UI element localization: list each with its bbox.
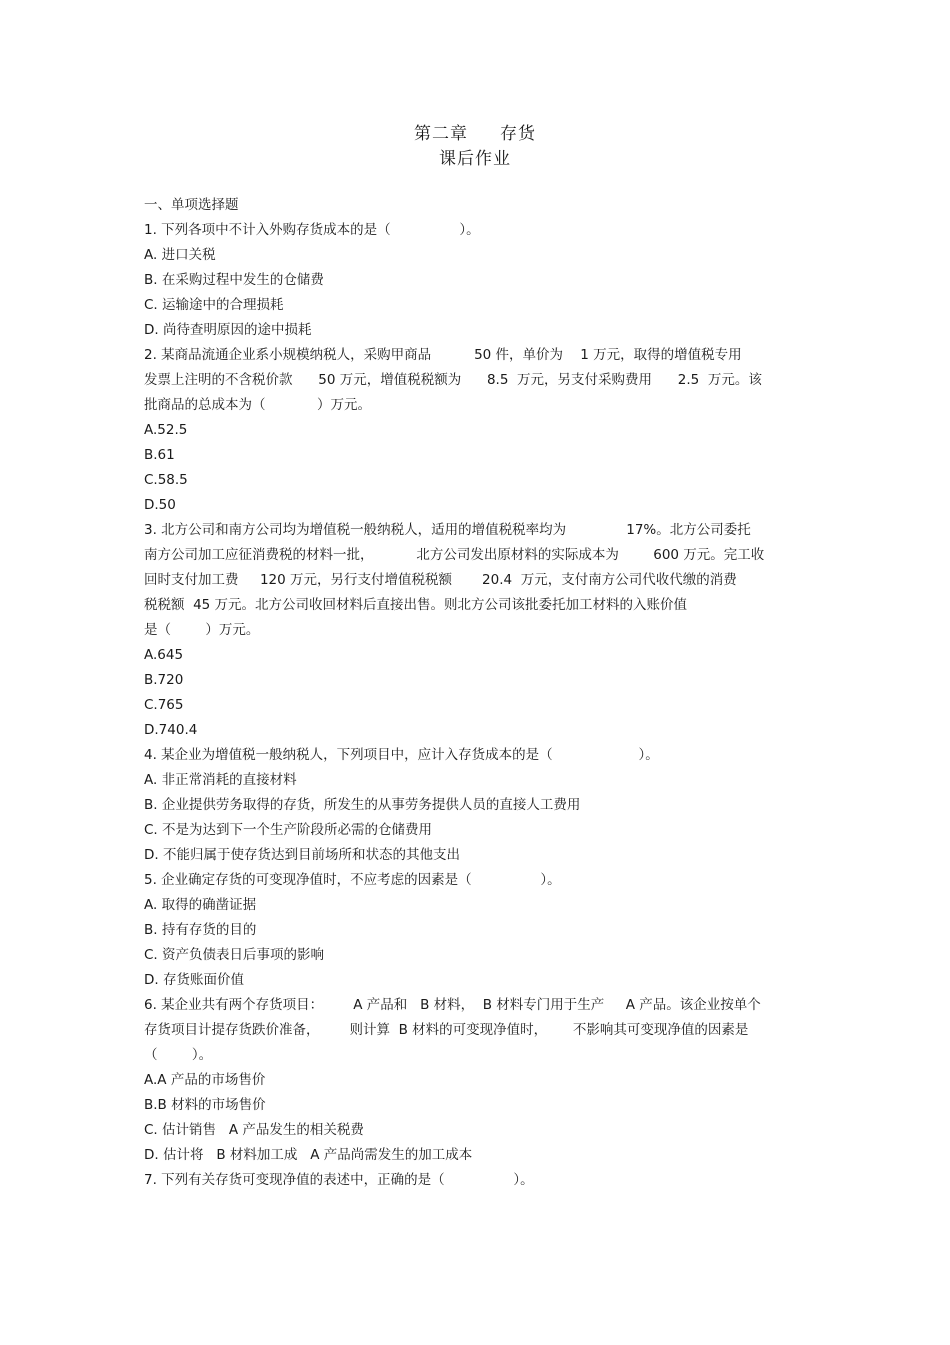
chapter-title: 第二章 存货: [413, 124, 537, 144]
text-line: B. 持有存货的目的: [144, 922, 257, 938]
text-line: A.A 产品的市场售价: [144, 1072, 266, 1088]
text-line: （ ）。: [144, 1047, 213, 1063]
text-line: A. 取得的确凿证据: [144, 897, 257, 913]
text-line: A. 非正常消耗的直接材料: [144, 772, 297, 788]
text-line: 4. 某企业为增值税一般纳税人，下列项目中，应计入存货成本的是（ ）。: [144, 747, 659, 763]
text-line: 批商品的总成本为（ ）万元。: [144, 397, 371, 413]
text-line: C. 不是为达到下一个生产阶段所必需的仓储费用: [144, 822, 433, 838]
text-line: D.740.4: [144, 722, 198, 738]
text-line: 6. 某企业共有两个存货项目： A 产品和 B 材料， B 材料专门用于生产 A 产品。该企业按单个: [144, 997, 761, 1013]
text-line: D. 存货账面价值: [144, 972, 244, 988]
text-line: 7. 下列有关存货可变现净值的表述中，正确的是（ ）。: [144, 1172, 534, 1188]
text-line: 回时支付加工费 120 万元，另行支付增值税税额 20.4 万元，支付南方公司代收代缴的消费: [144, 572, 737, 588]
document-subtitle: 课后作业: [439, 149, 511, 169]
text-line: 一、单项选择题: [144, 197, 239, 213]
text-line: D. 不能归属于使存货达到目前场所和状态的其他支出: [144, 847, 460, 863]
text-line: 发票上注明的不含税价款 50 万元，增值税税额为 8.5 万元，另支付采购费用 2.5 万元。该: [144, 372, 762, 388]
text-line: C. 资产负债表日后事项的影响: [144, 947, 325, 963]
text-line: C. 估计销售 A 产品发生的相关税费: [144, 1122, 364, 1138]
text-line: 2. 某商品流通企业系小规模纳税人，采购甲商品 50 件，单价为 1 万元，取得的增值税专用: [144, 347, 742, 363]
text-line: 1. 下列各项中不计入外购存货成本的是（ ）。: [144, 222, 480, 238]
text-line: 南方公司加工应征消费税的材料一批， 北方公司发出原材料的实际成本为 600 万元。完工收: [144, 547, 765, 563]
text-line: C.58.5: [144, 472, 188, 488]
text-line: A.52.5: [144, 422, 188, 438]
question-list: [144, 193, 814, 1193]
text-line: D. 尚待查明原因的途中损耗: [144, 322, 312, 338]
text-line: B. 企业提供劳务取得的存货，所发生的从事劳务提供人员的直接人工费用: [144, 797, 581, 813]
text-line: D. 估计将 B 材料加工成 A 产品尚需发生的加工成本: [144, 1147, 473, 1163]
text-line: 税税额 45 万元。北方公司收回材料后直接出售。则北方公司该批委托加工材料的入账价值: [144, 597, 688, 613]
text-line: C. 运输途中的合理损耗: [144, 297, 284, 313]
text-line: 存货项目计提存货跌价准备， 则计算 B 材料的可变现净值时， 不影响其可变现净值的因素是: [144, 1022, 749, 1038]
text-line: B. 在采购过程中发生的仓储费: [144, 272, 324, 288]
text-line: B.61: [144, 447, 175, 463]
text-line: D.50: [144, 497, 176, 513]
text-line: 是（ ）万元。: [144, 622, 260, 638]
text-line: B.720: [144, 672, 184, 688]
text-line: A. 进口关税: [144, 247, 216, 263]
text-line: 5. 企业确定存货的可变现净值时，不应考虑的因素是（ ）。: [144, 872, 561, 888]
text-line: C.765: [144, 697, 184, 713]
text-line: B.B 材料的市场售价: [144, 1097, 266, 1113]
text-line: A.645: [144, 647, 184, 663]
text-line: 3. 北方公司和南方公司均为增值税一般纳税人，适用的增值税税率均为 17%。北方公司委托: [144, 522, 751, 538]
